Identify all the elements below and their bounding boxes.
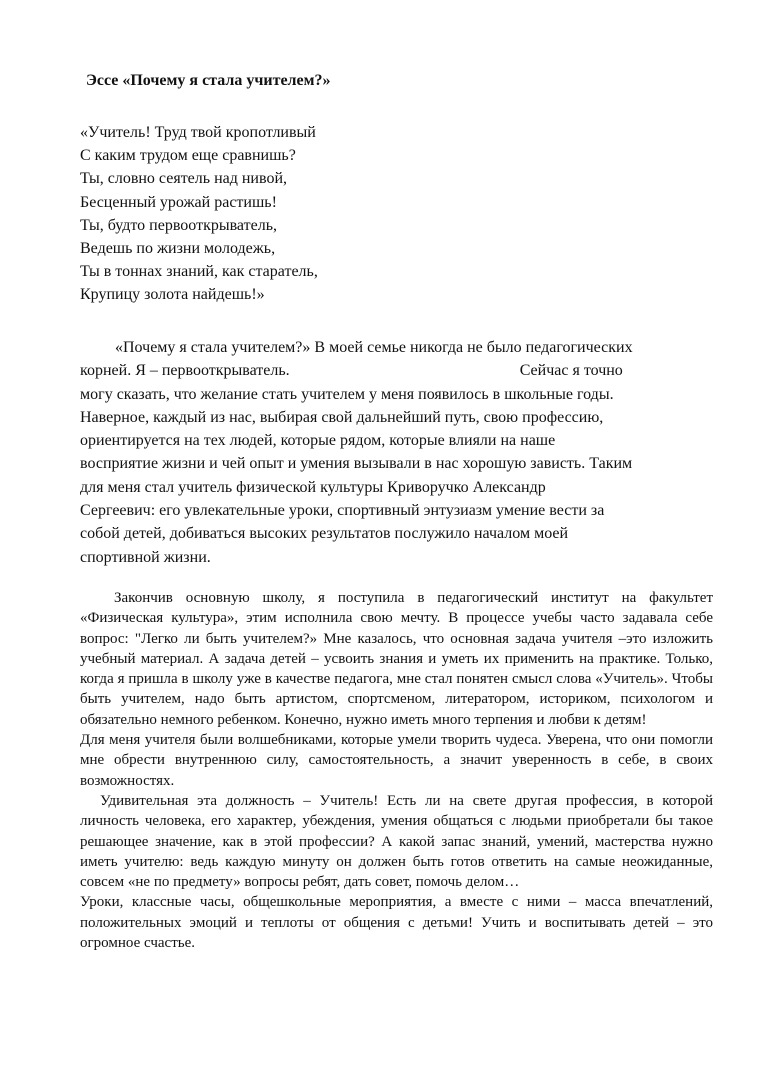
body-paragraph: Уроки, классные часы, общешкольные мероприятия, а вместе с ними – масса впечатлений, положительных эмоций и теплоты от общения с детьми! Учить и воспитывать детей – это огромное счастье. bbox=[80, 894, 713, 952]
text-line: «Почему я стала учителем?» В моей семье никогда не было педагогических bbox=[115, 339, 633, 356]
text-line bbox=[80, 359, 710, 382]
poem-line: «Учитель! Труд твой кропотливый bbox=[80, 124, 316, 141]
poem-line: Ведешь по жизни молодежь, bbox=[80, 240, 276, 258]
text-line: могу сказать, что желание стать учителем у меня появилось в школьные годы. bbox=[80, 385, 614, 403]
body-paragraph: Закончив основную школу, я поступила в педагогический институт на факультет «Физическая культура», этим исполнила свою мечту. В процессе учебы часто задавала себе вопрос: "Легко ли быть учителем?» Мне казалось, что основная задача учителя –это изложить учебный материал. А задача детей – усвоить знания и уметь их применить на практике. Только, когда я пришла в школу уже в качестве педагога, мне стал понятен смысл слова «Учитель». Чтобы быть учителем, надо быть артистом, спортсменом, литератором, историком, психологом и обязательно немного ребенком. Конечно, нужно иметь много терпения и любви к детям! bbox=[80, 590, 713, 728]
text-line-right: Сейчас я точно bbox=[519, 362, 623, 380]
text-line: Сергеевич: его увлекательные уроки, спортивный энтузиазм умение вести за bbox=[80, 502, 605, 520]
body-paragraph: Для меня учителя были волшебниками, которые умели творить чудеса. Уверена, что они помогли мне обрести внутреннюю силу, самостоятельность, а значит уверенность в себе, в своих возможностях. bbox=[80, 732, 713, 789]
poem-line: Ты в тоннах знаний, как старатель, bbox=[80, 263, 318, 281]
body-paragraph: Удивительная эта должность – Учитель! Есть ли на свете другая профессия, в которой личность человека, его характер, убеждения, умения общаться с людьми приобретали бы такое решающее значение, как в этой профессии? А какой запас знаний, умений, мастерства нужно иметь учителю: ведь каждую минуту он должен быть готов ответить на самые неожиданные, совсем «не по предмету» вопросы ребят, дать совет, помочь делом… bbox=[80, 792, 713, 891]
poem-line: Ты, будто первооткрыватель, bbox=[80, 216, 277, 234]
poem-line: Крупицу золота найдешь!» bbox=[80, 286, 265, 304]
essay-title: Эссе «Почему я стала учителем?» bbox=[86, 72, 331, 89]
poem-line: С каким трудом еще сравнишь? bbox=[80, 147, 296, 165]
text-line: для меня стал учитель физической культуры Криворучко Александр bbox=[80, 478, 546, 496]
text-line: Наверное, каждый из нас, выбирая свой дальнейший путь, свою профессию, bbox=[80, 408, 604, 426]
text-line: спортивной жизни. bbox=[80, 548, 211, 566]
poem-block bbox=[80, 121, 700, 307]
intro-paragraph bbox=[80, 336, 710, 569]
text-line: восприятие жизни и чей опыт и умения вызывали в нас хорошую зависть. Таким bbox=[80, 455, 633, 473]
poem-line: Бесценный урожай растишь! bbox=[80, 193, 277, 211]
text-line: собой детей, добиваться высоких результатов послужило началом моей bbox=[80, 525, 569, 543]
poem-line: Ты, словно сеятель над нивой, bbox=[80, 170, 287, 188]
text-line-left: корней. Я – первооткрыватель. bbox=[80, 362, 290, 380]
text-line: ориентируется на тех людей, которые рядом, которые влияли на наше bbox=[80, 432, 556, 450]
body-section bbox=[80, 588, 713, 953]
